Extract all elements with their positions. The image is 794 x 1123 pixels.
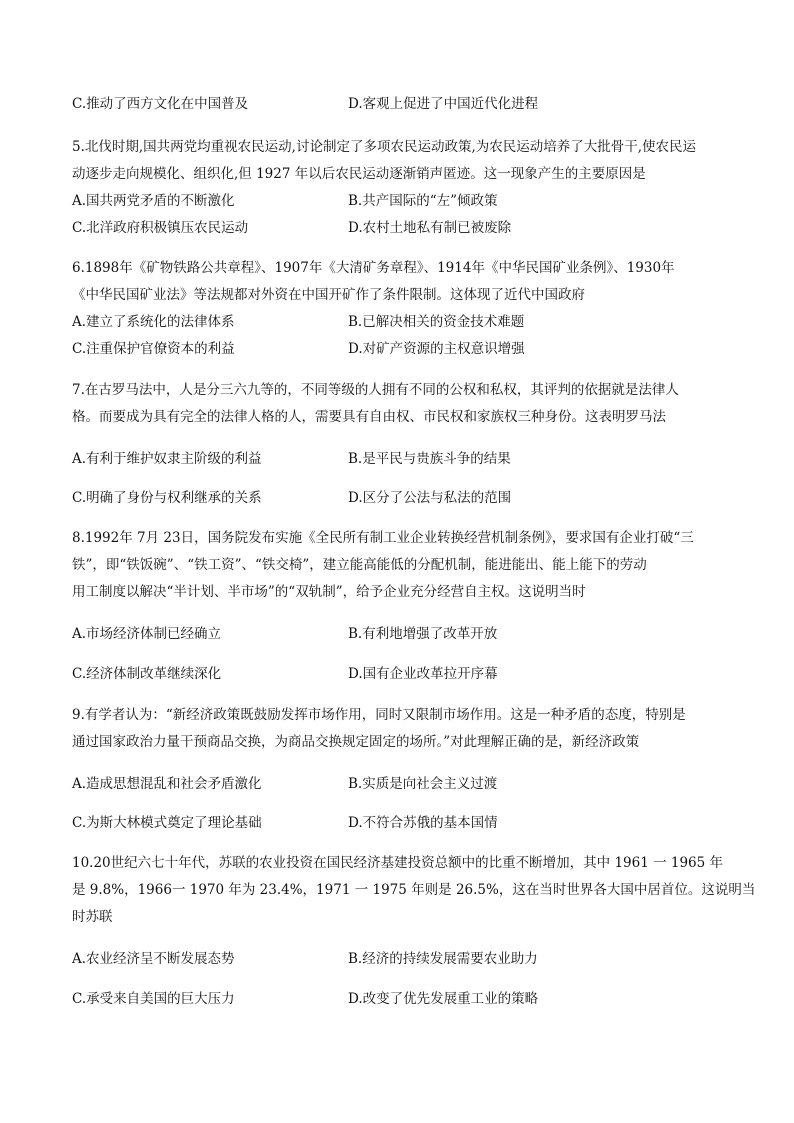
option-d: D.客观上促进了中国近代化进程 — [348, 96, 539, 112]
question-stem-line: 铁”，即“铁饭碗”、“铁工资”、“铁交椅”，建立能高能低的分配机制，能进能出、能上能下的劳动 — [72, 557, 647, 573]
options-row — [72, 91, 722, 118]
option-a: A.国共两党矛盾的不断激化 — [72, 193, 235, 209]
option-d: D.对矿产资源的主权意识增强 — [348, 341, 525, 357]
option-c: C.推动了西方文化在中国普及 — [72, 96, 249, 112]
option-b: B.经济的持续发展需要农业助力 — [348, 951, 538, 967]
question-7-options — [72, 485, 722, 512]
question-6 — [72, 255, 722, 363]
options-row — [72, 215, 722, 242]
options-row — [72, 446, 722, 473]
option-b: B.已解决相关的资金技术难题 — [348, 314, 525, 330]
options-row — [72, 986, 722, 1013]
option-d: D.改变了优先发展重工业的策略 — [348, 991, 539, 1007]
options-row — [72, 621, 722, 648]
question-9-options — [72, 771, 722, 798]
options-row — [72, 771, 722, 798]
question-7 — [72, 377, 722, 431]
option-d: D.国有企业改革拉开序幕 — [348, 666, 498, 682]
question-9-options — [72, 810, 722, 837]
question-stem-line: 5.北伐时期,国共两党均重视农民运动,讨论制定了多项农民运动政策,为农民运动培养了大批骨干,使农民运 — [72, 139, 697, 155]
question-7-options — [72, 446, 722, 473]
question-10-options — [72, 946, 722, 973]
option-a: A.造成思想混乱和社会矛盾激化 — [72, 776, 262, 792]
option-a: A.市场经济体制已经确立 — [72, 626, 222, 642]
question-8-options — [72, 661, 722, 688]
options-row — [72, 336, 722, 363]
option-b: B.有利地增强了改革开放 — [348, 626, 498, 642]
question-stem-line: 《中华民国矿业法》等法规都对外资在中国开矿作了条件限制。这体现了近代中国政府 — [72, 287, 585, 303]
options-row — [72, 810, 722, 837]
question-8-options — [72, 621, 722, 648]
question-4-tail — [72, 91, 722, 118]
question-9 — [72, 702, 722, 756]
options-row — [72, 661, 722, 688]
option-a: A.农业经济呈不断发展态势 — [72, 951, 235, 967]
options-row — [72, 946, 722, 973]
option-d: D.不符合苏俄的基本国情 — [348, 815, 498, 831]
question-5 — [72, 134, 722, 242]
question-10-options — [72, 986, 722, 1013]
question-stem-line: 6.1898年《矿物铁路公共章程》、1907年《大清矿务章程》、1914年《中华民国矿业条例》、1930年 — [72, 260, 675, 276]
options-row — [72, 188, 722, 215]
option-b: B.共产国际的“左”倾政策 — [348, 193, 498, 209]
option-c: C.注重保护官僚资本的利益 — [72, 341, 235, 357]
option-c: C.经济体制改革继续深化 — [72, 666, 222, 682]
option-a: A.建立了系统化的法律体系 — [72, 314, 235, 330]
question-8 — [72, 525, 722, 606]
question-stem-line: 9.有学者认为：“新经济政策既鼓励发挥市场作用，同时又限制市场作用。这是一种矛盾的态度，特别是 — [72, 707, 686, 723]
option-c: C.为斯大林模式奠定了理论基础 — [72, 815, 262, 831]
option-d: D.区分了公法与私法的范围 — [348, 490, 512, 506]
option-d: D.农村土地私有制已被废除 — [348, 220, 512, 236]
option-b: B.实质是向社会主义过渡 — [348, 776, 498, 792]
question-stem-line: 格。而要成为具有完全的法律人格的人，需要具有自由权、市民权和家族权三种身份。这表明罗马法 — [72, 409, 666, 425]
option-a: A.有利于维护奴隶主阶级的利益 — [72, 451, 262, 467]
question-stem-line: 10.20世纪六七十年代，苏联的农业投资在国民经济基建投资总额中的比重不断增加，其中 1961 一 1965 年 — [72, 855, 724, 871]
question-stem-line: 时苏联 — [72, 909, 113, 925]
option-c: C.北洋政府积极镇压农民运动 — [72, 220, 249, 236]
options-row — [72, 309, 722, 336]
question-10 — [72, 850, 756, 931]
option-c: C.明确了身份与权利继承的关系 — [72, 490, 262, 506]
question-stem-line: 是 9.8%，1966一 1970 年为 23.4%，1971 一 1975 年则是 26.5%，这在当时世界各大国中居首位。这说明当 — [72, 882, 756, 898]
question-stem-line: 7.在古罗马法中，人是分三六九等的，不同等级的人拥有不同的公权和私权，其评判的依据就是法律人 — [72, 382, 679, 398]
option-c: C.承受来自美国的巨大压力 — [72, 991, 235, 1007]
question-stem-line: 用工制度以解决“半计划、半市场”的“双轨制”，给予企业充分经营自主权。这说明当时 — [72, 584, 586, 600]
options-row — [72, 485, 722, 512]
question-stem-line: 动逐步走向规模化、组织化,但 1927 年以后农民运动逐渐销声匿迹。这一现象产生的主要原因是 — [72, 166, 646, 182]
question-stem-line: 通过国家政治力量干预商品交换，为商品交换规定固定的场所。”对此理解正确的是，新经济政策 — [72, 734, 640, 750]
option-b: B.是平民与贵族斗争的结果 — [348, 451, 511, 467]
question-stem-line: 8.1992年 7月 23日，国务院发布实施《全民所有制工业企业转换经营机制条例》，要求国有企业打破“三 — [72, 530, 694, 546]
